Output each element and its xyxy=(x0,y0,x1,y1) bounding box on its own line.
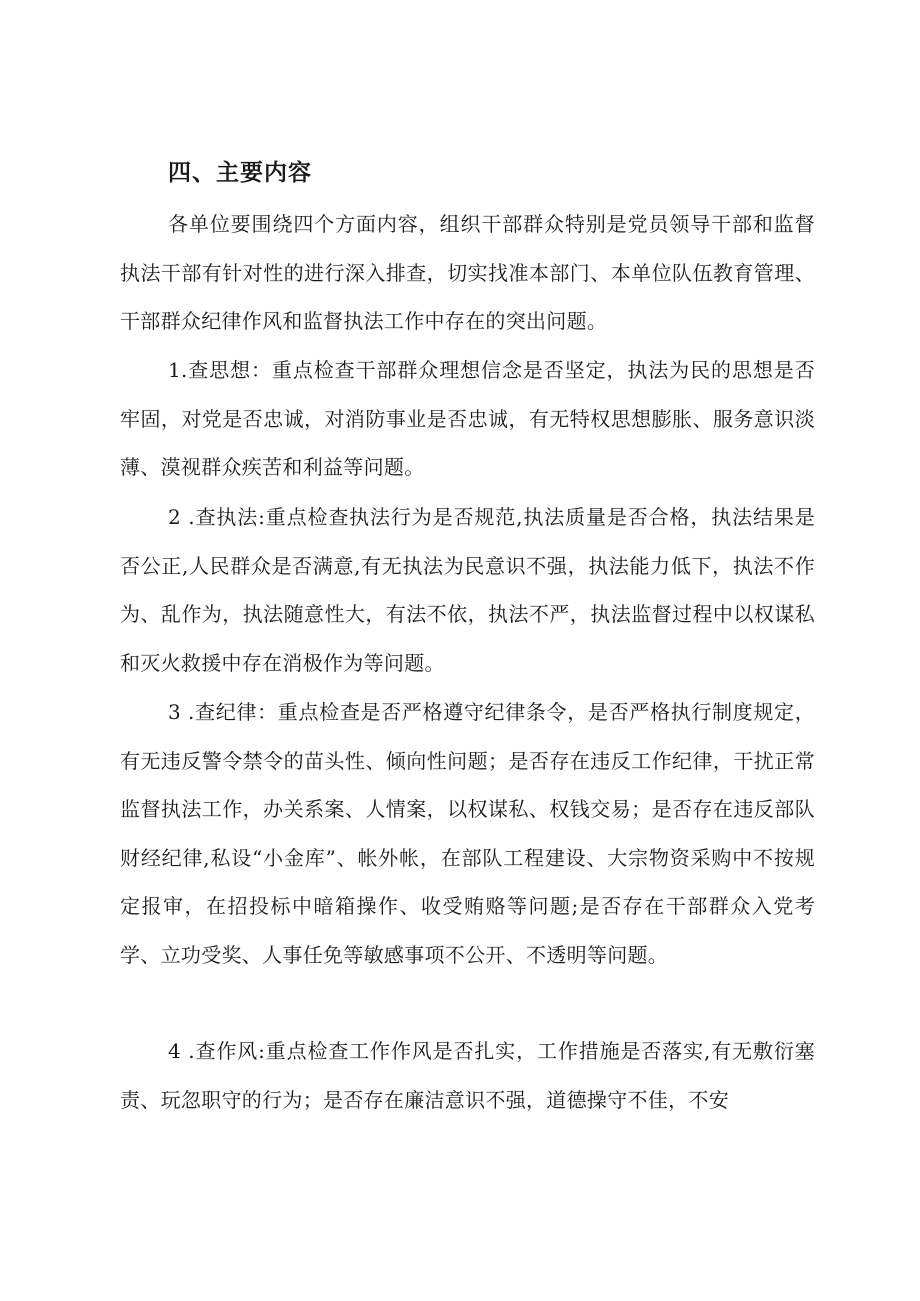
item-paragraph-work-style: 4 .查作风:重点检查工作作风是否扎实，工作措施是否落实,有无敷衍塞责、玩忽职守的行为；是否存在廉洁意识不强，道德操守不佳，不安 xyxy=(120,1039,815,1112)
item-paragraph-thought: 1.查思想：重点检查干部群众理想信念是否坚定，执法为民的思想是否牢固，对党是否忠诚，对消防事业是否忠诚，有无特权思想膨胀、服务意识淡薄、漠视群众疾苦和利益等问题。 xyxy=(120,358,815,480)
section-heading: 四、主要内容 xyxy=(168,160,312,186)
item-paragraph-discipline: 3 .查纪律：重点检查是否严格遵守纪律条令，是否严格执行制度规定，有无违反警令禁令的苗头性、倾向性问题；是否存在违反工作纪律，干扰正常监督执法工作，办关系案、人情案，以权谋私、权钱交易；是否存在违反部队财经纪律,私设“小金库”、帐外帐，在部队工程建设、大宗物资采购中不按规定报审，在招投标中暗箱操作、收受贿赂等问题;是否存在干部群众入党考学、立功受奖、人事任免等敏感事项不公开、不透明等问题。 xyxy=(120,700,815,967)
item-paragraph-law-enforcement: 2 .查执法:重点检查执法行为是否规范,执法质量是否合格，执法结果是否公正,人民群众是否满意,有无执法为民意识不强，执法能力低下，执法不作为、乱作为，执法随意性大，有法不依，执法不严，执法监督过程中以权谋私和灭火救援中存在消极作为等问题。 xyxy=(120,505,815,675)
intro-paragraph: 各单位要围绕四个方面内容，组织干部群众特别是党员领导干部和监督执法干部有针对性的进行深入排查，切实找准本部门、本单位队伍教育管理、干部群众纪律作风和监督执法工作中存在的突出问题。 xyxy=(120,212,815,334)
